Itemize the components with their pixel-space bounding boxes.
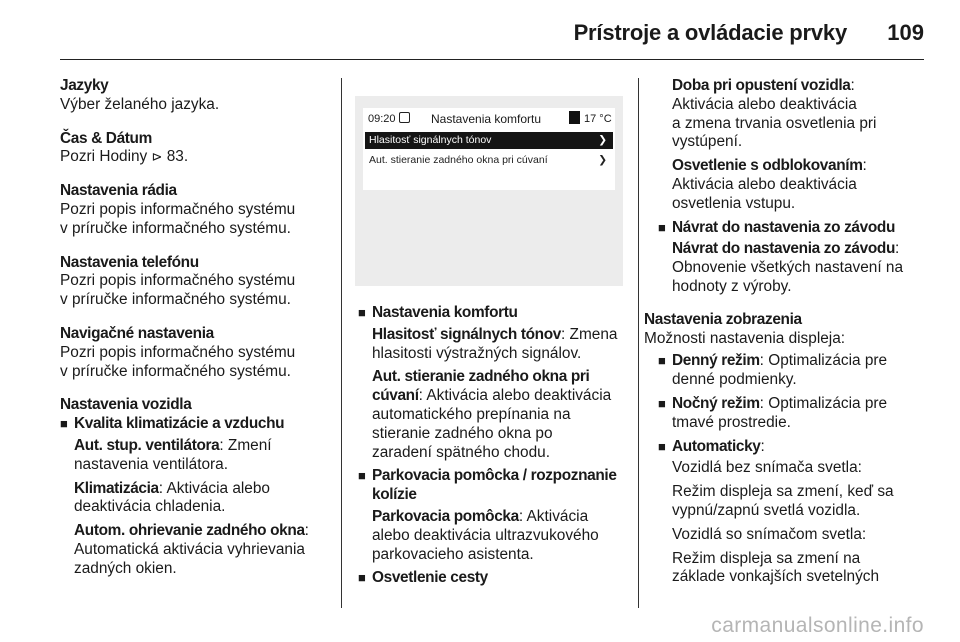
- section-vehicle: [60, 396, 332, 578]
- bullet-item: ■ Denný režim: Optimalizácia pre denné podmienky.: [658, 352, 928, 390]
- display-screenshot: [355, 96, 623, 286]
- term: Nočný režim: [672, 394, 760, 412]
- bullet-details: [658, 459, 928, 587]
- text-line: Pozri popis informačného systému: [60, 343, 296, 361]
- term: Parkovacia pomôcka: [372, 507, 519, 525]
- text-line: Režim displeja sa zmení, keď sa vypnú/zapnú svetlá vozidla.: [672, 483, 894, 519]
- display-time: 09:20: [368, 113, 396, 125]
- page-ref-arrow-icon: ⊳: [151, 149, 163, 165]
- display-temperature: 17 °C: [584, 113, 612, 125]
- term: Denný režim: [672, 352, 760, 370]
- header-rule: [60, 59, 924, 60]
- bullet-details: [358, 508, 630, 564]
- column-2: [358, 304, 630, 588]
- bullet-item: ■ Parkovacia pomôcka / rozpoznanie kolízie: [358, 467, 630, 505]
- term: cúvaní: [372, 387, 419, 405]
- section-text: [60, 148, 332, 167]
- definition: Aut. stup. ventilátora: Zmení nastavenia ventilátora.: [74, 436, 272, 473]
- display-panel: [363, 108, 615, 190]
- text-prefix: Pozri Hodiny: [60, 148, 148, 166]
- section-title: Navigačné nastavenia: [60, 324, 214, 342]
- section-title: Nastavenia telefónu: [60, 253, 199, 271]
- definition: Autom. ohrievanie zadného okna: Automatická aktivácia vyhrievania zadných okien.: [74, 522, 309, 577]
- section-title: Nastavenia vozidla: [60, 396, 192, 414]
- text-line: v príručke informačného systému.: [60, 219, 291, 237]
- term: Autom. ohrievanie zadného okna: [74, 522, 305, 540]
- term: Aut. stup. ventilátora: [74, 436, 220, 454]
- bullet-details: [60, 437, 332, 579]
- term: Aut. stieranie zadného okna pri: [372, 368, 590, 386]
- definition: Klimatizácia: Aktivácia alebo deaktivácia chladenia.: [74, 479, 270, 516]
- bullet-details: [658, 77, 928, 214]
- definition: Parkovacia pomôcka: Aktivácia alebo deaktivácia ultrazvukového parkovacieho asistenta.: [372, 507, 599, 563]
- term: Doba pri opustení vozidla: [672, 77, 851, 94]
- page-number: 109: [887, 20, 924, 45]
- thermometer-icon: [569, 111, 580, 124]
- definition: Doba pri opustení vozidla: Aktivácia alebo deaktivácia a zmena trvania osvetlenia pri vystúpení.: [672, 77, 877, 151]
- section-phone: [60, 254, 332, 310]
- section-datetime: [60, 130, 332, 168]
- page-title: Prístroje a ovládacie prvky: [573, 20, 847, 45]
- term: Hlasitosť signálnych tónov: [372, 325, 561, 343]
- bullet-details: [358, 326, 630, 463]
- section-text: Výber želaného jazyka.: [60, 95, 220, 113]
- term: Návrat do nastavenia zo závodu: [672, 240, 895, 258]
- definition: Návrat do nastavenia zo závodu: Obnovenie všetkých nastavení na hodnoty z výroby.: [672, 240, 904, 295]
- section-navigation: [60, 325, 332, 381]
- term: Klimatizácia: [74, 479, 159, 497]
- bullet-details: [658, 240, 928, 296]
- chevron-right-icon: ❯: [598, 154, 607, 166]
- text-line: Vozidlá bez snímača svetla:: [672, 459, 862, 477]
- section-languages: [60, 77, 332, 115]
- term: Osvetlenie s odblokovaním: [672, 157, 863, 175]
- column-3: [644, 77, 928, 592]
- column-1: [60, 77, 332, 584]
- section-title: Čas & Dátum: [60, 129, 152, 147]
- section-text: Možnosti nastavenia displeja:: [644, 329, 846, 347]
- bullet-item: ■ Nastavenia komfortu: [358, 304, 630, 323]
- definition: Osvetlenie s odblokovaním: Aktivácia alebo deaktivácia osvetlenia vstupu.: [672, 157, 867, 212]
- menu-item-label: Hlasitosť signálnych tónov: [369, 134, 492, 146]
- page-ref[interactable]: 83.: [166, 148, 189, 166]
- bullet-item: ■ Automaticky:: [658, 438, 928, 457]
- text-line: v príručke informačného systému.: [60, 291, 291, 309]
- definition: Hlasitosť signálnych tónov: Zmena hlasitosti výstražných signálov.: [372, 325, 618, 362]
- chevron-right-icon: ❯: [598, 134, 607, 146]
- term: Automaticky: [672, 437, 761, 455]
- menu-item-label: Aut. stieranie zadného okna pri cúvaní: [369, 154, 548, 166]
- text-line: Pozri popis informačného systému: [60, 272, 296, 290]
- section-display-settings: [644, 310, 928, 587]
- column-divider-1: [341, 78, 342, 608]
- section-radio: [60, 182, 332, 238]
- display-menu-item[interactable]: [365, 152, 613, 169]
- watermark: carmanualsonline.info: [711, 614, 924, 637]
- text-line: Režim displeja sa zmení na základe vonkajších svetelných: [672, 549, 880, 586]
- bullet-item: ■ Osvetlenie cesty: [358, 569, 630, 588]
- section-title: Jazyky: [60, 77, 109, 94]
- section-title: Nastavenia zobrazenia: [644, 310, 802, 328]
- definition: Aut. stieranie zadného okna pri cúvaní: Aktivácia alebo deaktivácia automatického prepínania na stieranie zadného okna po zaradení spätného chodu.: [372, 368, 612, 461]
- column-divider-2: [638, 78, 639, 608]
- bullet-item: ■ Návrat do nastavenia zo závodu: [658, 219, 928, 238]
- display-menu-item-selected[interactable]: [365, 132, 613, 149]
- text-line: Vozidlá so snímačom svetla:: [672, 525, 867, 543]
- page-header: [0, 0, 960, 62]
- bullet-item: ■ Kvalita klimatizácie a vzduchu: [60, 415, 332, 434]
- text-line: Pozri popis informačného systému: [60, 200, 296, 218]
- bullet-item: ■ Nočný režim: Optimalizácia pre tmavé prostredie.: [658, 395, 928, 433]
- display-status-bar: [363, 108, 615, 130]
- display-title: Nastavenia komfortu: [431, 112, 542, 126]
- text-line: v príručke informačného systému.: [60, 362, 291, 380]
- section-title: Nastavenia rádia: [60, 182, 177, 200]
- clock-icon: [399, 112, 410, 123]
